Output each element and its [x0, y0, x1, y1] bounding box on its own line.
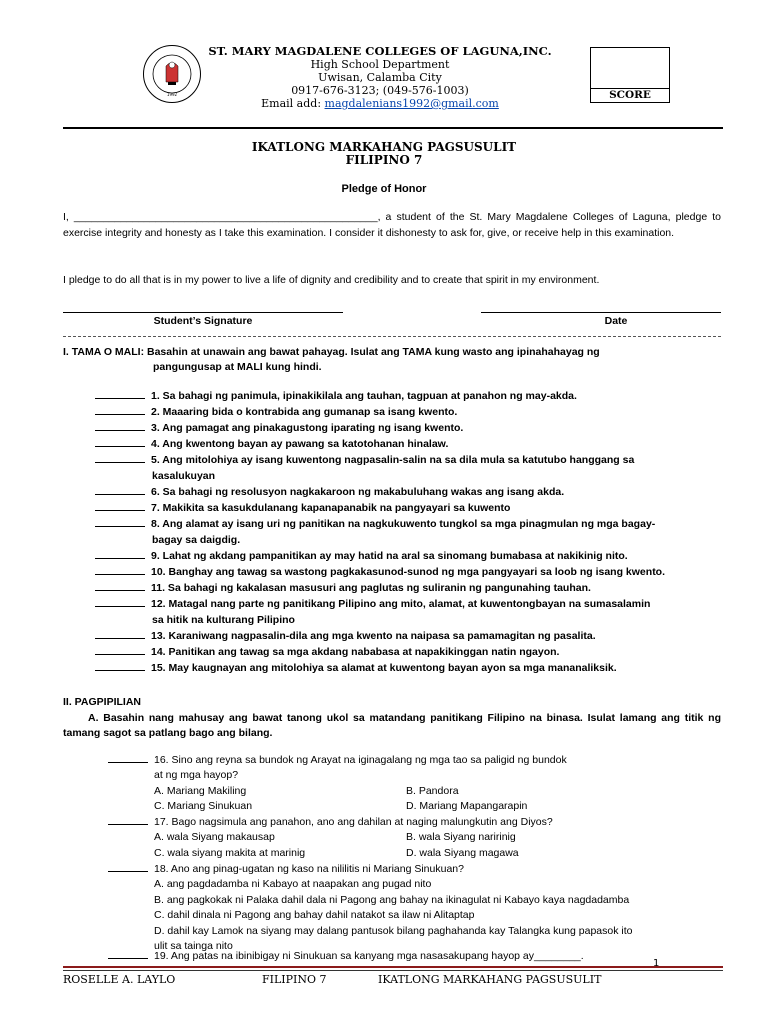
list-item — [95, 436, 725, 453]
section1-heading-line2: pangungusap at MALI kung hindi. — [153, 361, 322, 373]
choice-d[interactable]: D. dahil kay Lamok na siyang may dalang pantusok bilang paghahanda kay Talangka kung papasok ito — [154, 924, 633, 937]
item-text: 3. Ang pamagat ang pinakagustong iparating ng isang kwento. — [151, 422, 464, 434]
item-text: 15. May kaugnayan ang mitolohiya sa alamat at kuwentong bayan ayon sa mga mananaliksik. — [151, 662, 617, 674]
date-label: Date — [604, 315, 628, 327]
score-box — [590, 47, 670, 103]
question-text: 19. Ang patas na ibinibigay ni Sinukuan sa kanyang mga nasasakupang hayop ay________. — [154, 950, 584, 962]
answer-blank[interactable] — [108, 814, 148, 825]
item-text: 1. Sa bahagi ng panimula, ipinakikilala ang tauhan, tagpuan at panahon ng may-akda. — [151, 390, 577, 402]
pledge-paragraph-1: I, ____________________________________________________, a student of the St. Mary Magdalene Colleges of Laguna, pledge to exercise integrity and honesty as I take this examination. I consider it dishonesty to ask for, give, or receive help in this examination. — [63, 211, 721, 239]
list-item — [95, 516, 725, 548]
answer-blank[interactable] — [95, 500, 145, 511]
list-item — [95, 596, 725, 628]
school-name: ST. MARY MAGDALENE COLLEGES OF LAGUNA,INC. — [208, 44, 552, 58]
choice-d[interactable]: D. wala Siyang magawa — [406, 846, 519, 859]
answer-blank[interactable] — [95, 580, 145, 591]
answer-blank[interactable] — [95, 660, 145, 671]
choice-c[interactable]: C. dahil dinala ni Pagong ang bahay dahil natakot sa ilaw ni Alitaptap — [154, 909, 475, 921]
answer-blank[interactable] — [95, 388, 145, 399]
date-line — [481, 312, 721, 313]
exam-title-line1: IKATLONG MARKAHANG PAGSUSULIT — [251, 140, 517, 154]
question-text: 16. Sino ang reyna sa bundok ng Arayat na iginagalang ng mga tao sa paligid ng bundok — [154, 754, 567, 766]
address: Uwisan, Calamba City — [318, 71, 442, 84]
answer-blank[interactable] — [95, 420, 145, 431]
item-text: 8. Ang alamat ay isang uri ng panitikan na nagkukuwento tungkol sa mga pinagmulan ng mga bagay- — [151, 518, 656, 530]
choice-c[interactable]: C. Mariang Sinukuan — [154, 800, 253, 812]
footer-author: ROSELLE A. LAYLO — [63, 973, 176, 986]
choice-c[interactable]: C. wala siyang makita at marinig — [154, 846, 306, 859]
choice-b[interactable]: B. wala Siyang naririnig — [406, 831, 516, 843]
choice-b[interactable]: B. ang pagkokak ni Palaka dahil dala ni Pagong ang bahay na ikinagulat ni Kabayo kaya nagdadamba — [154, 893, 630, 906]
list-item — [95, 660, 725, 677]
item-text: 14. Panitikan ang tawag sa mga akdang nababasa at napakikinggan natin ngayon. — [151, 646, 560, 658]
signature-line — [63, 312, 343, 313]
question-text: 17. Bago nagsimula ang panahon, ano ang dahilan at naging malungkutin ang Diyos? — [154, 816, 553, 828]
section1-heading — [63, 345, 723, 375]
item-text: 11. Sa bahagi ng kakalasan masusuri ang paglutas ng suliranin ng pangunahing tauhan. — [151, 582, 591, 594]
svg-text:1992: 1992 — [166, 92, 178, 97]
item-text: 10. Banghay ang tawag sa wastong pagkakasunod-sunod ng mga pangyayari sa loob ng isang kwento. — [151, 566, 666, 578]
item-text: 6. Sa bahagi ng resolusyon nagkakaroon ng makabuluhang wakas ang isang akda. — [151, 486, 565, 498]
item-continuation: bagay sa daigdig. — [152, 533, 241, 546]
answer-blank[interactable] — [108, 861, 148, 872]
item-text: 2. Maaaring bida o kontrabida ang gumanap sa isang kwento. — [151, 406, 458, 418]
email-link[interactable]: magdalenians1992@gmail.com — [324, 97, 499, 110]
list-item — [95, 628, 725, 645]
item-text: 9. Lahat ng akdang pampanitikan ay may hatid na aral sa sinomang bumabasa at nakikinig nito. — [151, 550, 628, 562]
phone: 0917-676-3123; (049-576-1003) — [291, 84, 469, 97]
item-text: 5. Ang mitolohiya ay isang kuwentong nagpasalin-salin na sa dila mula sa katutubo hanggang sa — [151, 454, 635, 466]
item-text: 4. Ang kwentong bayan ay pawang sa katotohanan hinalaw. — [151, 438, 449, 450]
answer-blank[interactable] — [95, 436, 145, 447]
list-item — [95, 500, 725, 517]
list-item — [95, 452, 725, 484]
answer-blank[interactable] — [108, 948, 148, 959]
email-line — [180, 97, 580, 110]
pledge-heading: Pledge of Honor — [341, 183, 427, 195]
question-18-choices — [154, 877, 714, 955]
section2-instructions: A. Basahin nang mahusay ang bawat tanong ukol sa matandang panitikang Filipino na binasa. Isulat lamang ang titik ng tamang sagot sa patlang bago ang bilang. — [63, 712, 721, 739]
school-header — [180, 45, 580, 110]
answer-blank[interactable] — [108, 752, 148, 763]
question-17 — [108, 814, 723, 831]
answer-blank[interactable] — [95, 516, 145, 527]
list-item — [95, 388, 725, 405]
question-text: 18. Ano ang pinag-ugatan ng kaso na nililitis ni Mariang Sinukuan? — [154, 863, 464, 875]
choice-d-continuation: ulit sa tainga nito — [154, 940, 233, 952]
item-text: 7. Makikita sa kasukdulanang kapanapanabik na pangyayari sa kuwento — [151, 502, 511, 514]
answer-blank[interactable] — [95, 628, 145, 639]
signature-label: Student’s Signature — [153, 315, 253, 327]
answer-blank[interactable] — [95, 404, 145, 415]
item-text: 13. Karaniwang nagpasalin-dila ang mga kwento na naipasa sa pamamagitan ng pasalita. — [151, 630, 596, 642]
list-item — [95, 644, 725, 661]
list-item — [95, 580, 725, 597]
pledge-paragraph-2: I pledge to do all that is in my power to live a life of dignity and credibility and to create that spirit in my environment. — [63, 274, 600, 286]
footer-subject: FILIPINO 7 — [262, 973, 327, 986]
choice-a[interactable]: A. ang pagdadamba ni Kabayo at naapakan ang pugad nito — [154, 878, 432, 890]
answer-blank[interactable] — [95, 484, 145, 495]
answer-blank[interactable] — [95, 564, 145, 575]
exam-title — [0, 141, 768, 167]
page-number: 1 — [653, 958, 660, 969]
item-text: 12. Matagal nang parte ng panitikang Pilipino ang mito, alamat, at kuwentongbayan na sumasalamin — [151, 598, 651, 610]
answer-blank[interactable] — [95, 596, 145, 607]
email-label: Email add: — [261, 97, 322, 110]
header-divider — [63, 127, 723, 129]
question-16-choices — [154, 768, 714, 815]
department: High School Department — [310, 58, 450, 71]
answer-blank[interactable] — [95, 452, 145, 463]
question-16 — [108, 752, 723, 769]
question-continuation: at ng mga hayop? — [154, 769, 239, 781]
section1-heading-line1: I. TAMA O MALI: Basahin at unawain ang bawat pahayag. Isulat ang TAMA kung wasto ang ipinahahayag ng — [63, 346, 600, 358]
list-item — [95, 564, 725, 581]
list-item — [95, 420, 725, 437]
question-18 — [108, 861, 723, 878]
item-continuation: kasalukuyan — [152, 469, 216, 482]
choice-b[interactable]: B. Pandora — [406, 784, 459, 797]
question-17-choices — [154, 830, 714, 861]
section-divider — [63, 336, 721, 337]
score-label: SCORE — [591, 88, 669, 102]
choice-a[interactable]: A. wala Siyang makausap — [154, 831, 275, 843]
item-continuation: sa hitik na kulturang Pilipino — [152, 613, 295, 626]
list-item — [95, 484, 725, 501]
question-19 — [108, 948, 723, 965]
exam-title-line2: FILIPINO 7 — [345, 153, 423, 167]
footer-divider — [63, 966, 723, 971]
answer-blank[interactable] — [95, 644, 145, 655]
list-item — [95, 404, 725, 421]
list-item — [95, 548, 725, 565]
footer-exam: IKATLONG MARKAHANG PAGSUSULIT — [378, 973, 602, 986]
answer-blank[interactable] — [95, 548, 145, 559]
section2-heading: II. PAGPIPILIAN — [63, 696, 141, 708]
choice-d[interactable]: D. Mariang Mapangarapin — [406, 800, 528, 812]
choice-a[interactable]: A. Mariang Makiling — [154, 784, 247, 797]
